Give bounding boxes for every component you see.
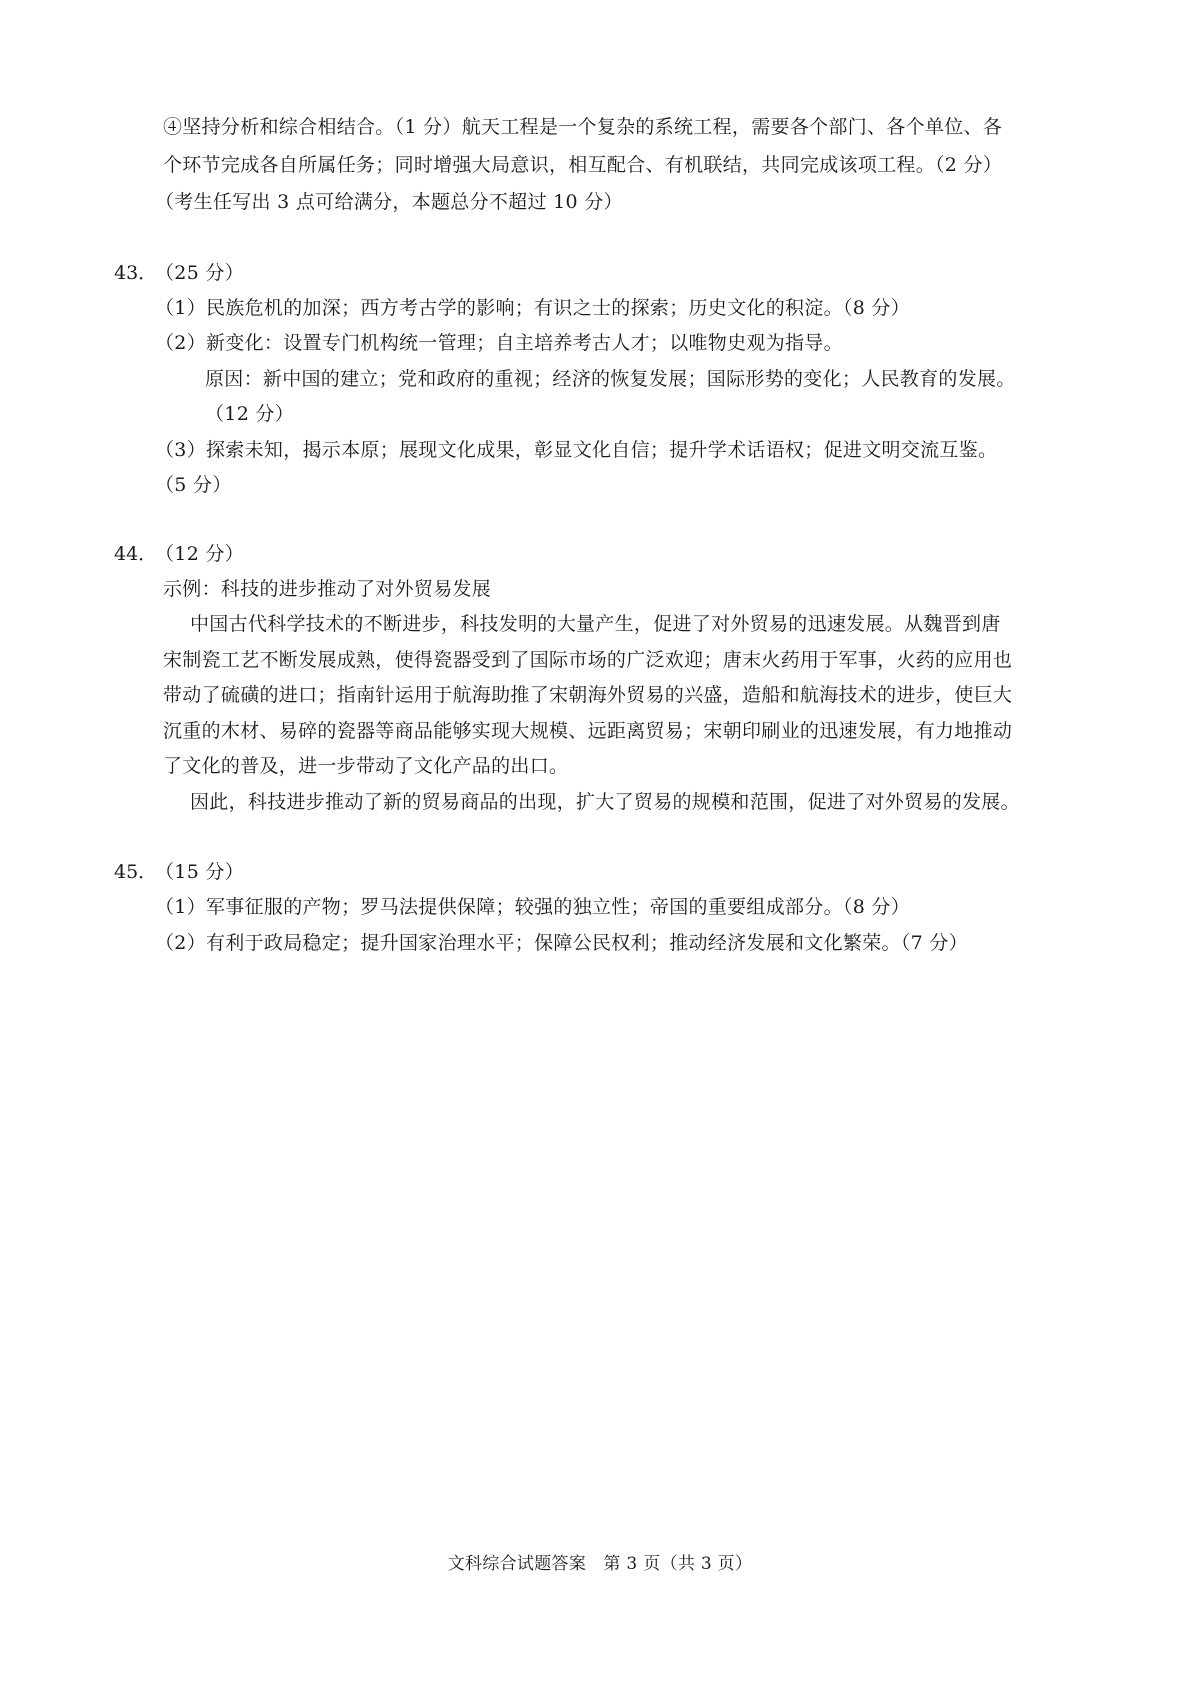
q44-body-line1: 中国古代科学技术的不断进步，科技发明的大量产生，促进了对外贸易的迅速发展。从魏晋到唐 <box>190 613 1001 635</box>
q44-example-title: 示例：科技的进步推动了对外贸易发展 <box>163 578 492 600</box>
page-footer: 文科综合试题答案 第 3 页（共 3 页） <box>447 1554 753 1574</box>
q44-number: 44． <box>114 543 158 565</box>
q43-part2: （2）新变化：设置专门机构统一管理；自主培养考古人才；以唯物史观为指导。 <box>155 332 843 354</box>
q43-score: （25 分） <box>155 262 245 284</box>
q42-point4-line1: ④坚持分析和综合相结合。（1 分）航天工程是一个复杂的系统工程，需要各个部门、各个单位、各 <box>163 116 1003 138</box>
q42-point4-line2: 个环节完成各自所属任务；同时增强大局意识，相互配合、有机联结，共同完成该项工程。（2 分） <box>163 154 1003 176</box>
q45-number: 45． <box>114 861 158 883</box>
q43-part2-score: （12 分） <box>205 403 295 425</box>
q44-body-line4: 沉重的木材、易碎的瓷器等商品能够实现大规模、远距离贸易；宋朝印刷业的迅速发展，有力地推动 <box>163 720 1013 742</box>
q42-scoring-note: （考生任写出 3 点可给满分，本题总分不超过 10 分） <box>155 191 623 213</box>
q43-part1: （1）民族危机的加深；西方考古学的影响；有识之士的探索；历史文化的积淀。（8 分） <box>155 297 911 319</box>
q43-part2-reason: 原因：新中国的建立；党和政府的重视；经济的恢复发展；国际形势的变化；人民教育的发展。 <box>205 368 1016 390</box>
q45-score: （15 分） <box>155 861 245 883</box>
q45-part1: （1）军事征服的产物；罗马法提供保障；较强的独立性；帝国的重要组成部分。（8 分） <box>155 896 911 918</box>
q45-part2: （2）有利于政局稳定；提升国家治理水平；保障公民权利；推动经济发展和文化繁荣。（7 分） <box>155 932 968 954</box>
q43-part3: （3）探索未知，揭示本原；展现文化成果，彰显文化自信；提升学术话语权；促进文明交流互鉴。 <box>155 439 998 461</box>
q44-body-line5: 了文化的普及，进一步带动了文化产品的出口。 <box>163 755 569 777</box>
q43-part3-score: （5 分） <box>155 474 232 496</box>
q43-number: 43． <box>114 262 158 284</box>
q44-conclusion: 因此，科技进步推动了新的贸易商品的出现，扩大了贸易的规模和范围，促进了对外贸易的发展。 <box>190 791 1020 813</box>
q44-body-line3: 带动了硫磺的进口；指南针运用于航海助推了宋朝海外贸易的兴盛，造船和航海技术的进步，使巨大 <box>163 684 1013 706</box>
q44-score: （12 分） <box>155 543 245 565</box>
q44-body-line2: 宋制瓷工艺不断发展成熟，使得瓷器受到了国际市场的广泛欢迎；唐末火药用于军事，火药的应用也 <box>163 649 1013 671</box>
